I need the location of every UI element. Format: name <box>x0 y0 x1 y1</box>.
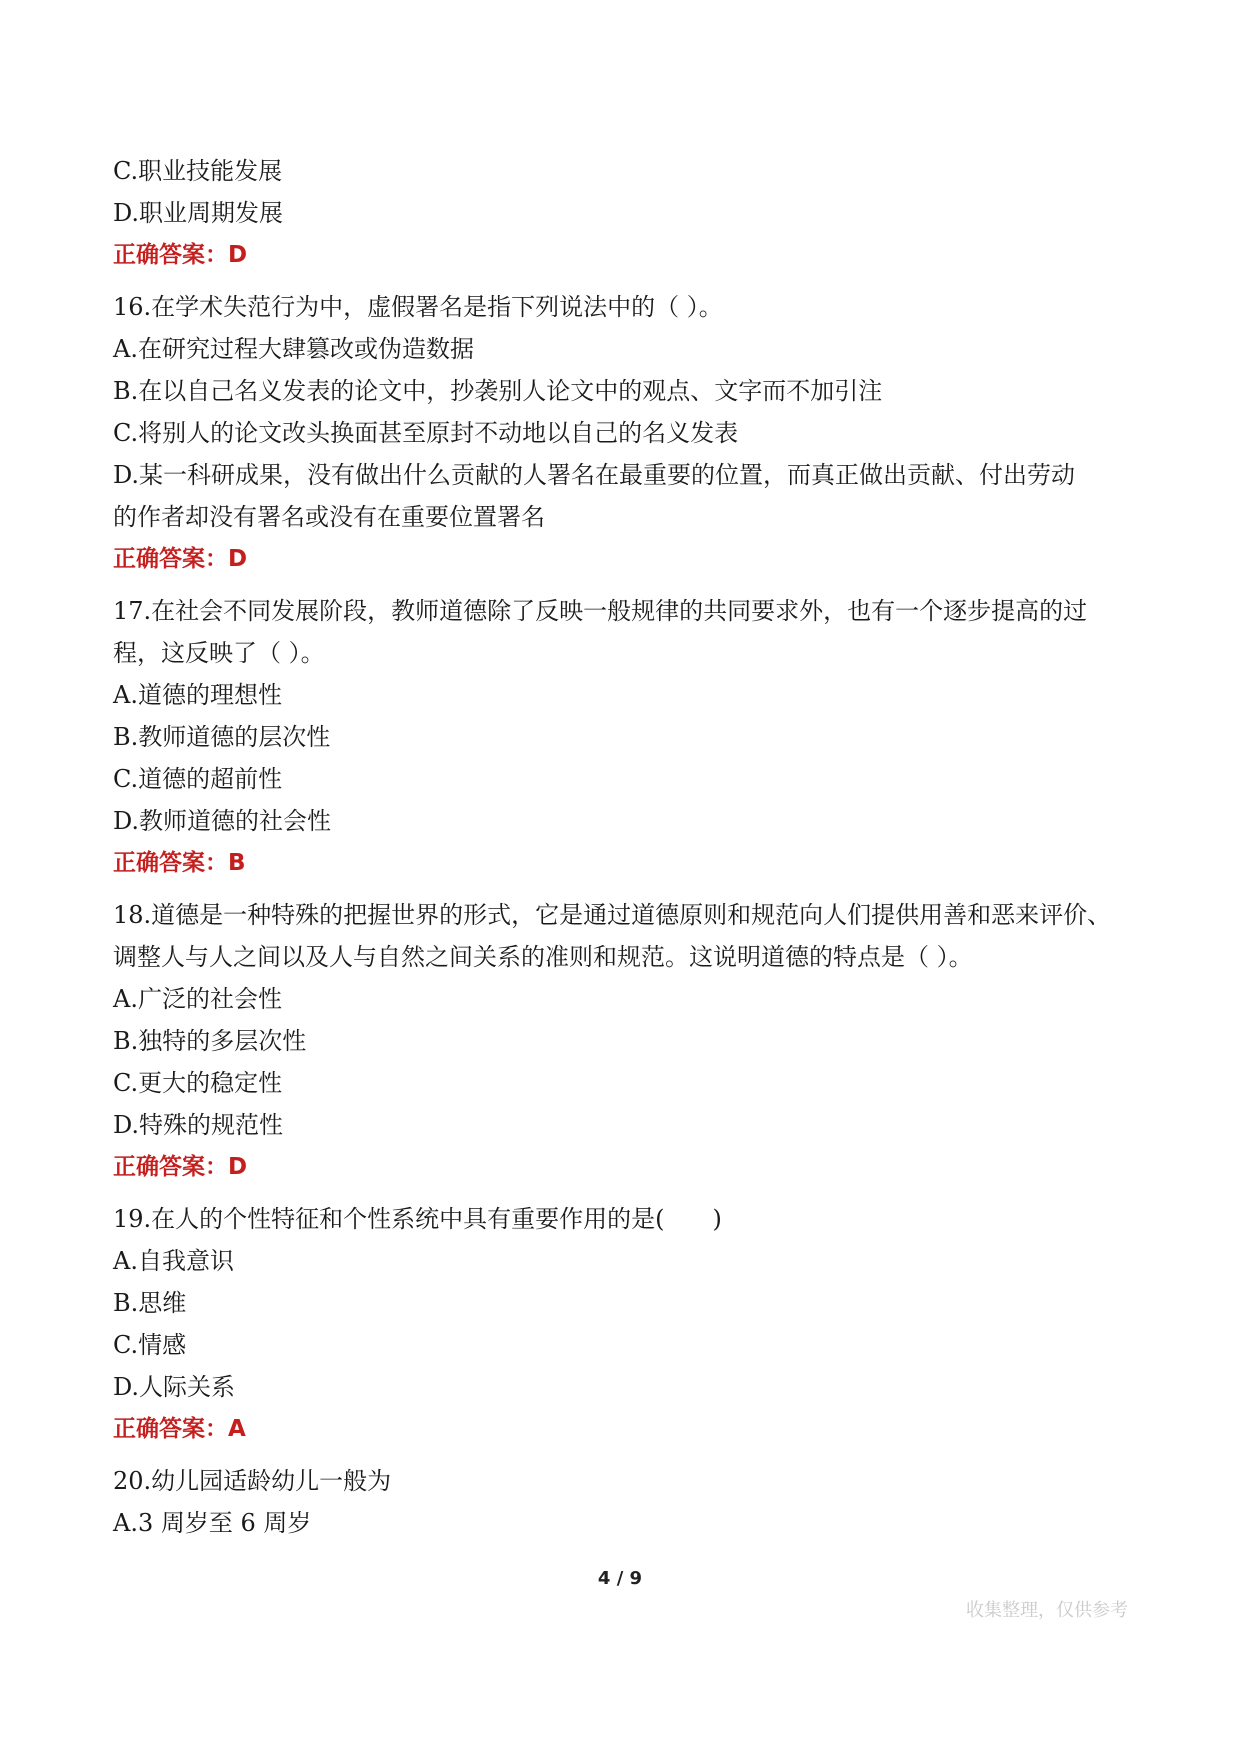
question-text: 17.在社会不同发展阶段，教师道德除了反映一般规律的共同要求外，也有一个逐步提高的过 <box>113 597 1088 625</box>
option-text: B.在以自己名义发表的论文中，抄袭别人论文中的观点、文字而不加引注 <box>113 377 883 405</box>
option-text: D.教师道德的社会性 <box>113 807 332 835</box>
option-text: D.某一科研成果，没有做出什么贡献的人署名在最重要的位置，而真正做出贡献、付出劳动 <box>113 461 1076 489</box>
question-gap <box>113 580 1128 590</box>
option-text: B.思维 <box>113 1289 187 1317</box>
footer-note: 收集整理，仅供参考 <box>966 1600 1128 1621</box>
option-text: 的作者却没有署名或没有在重要位置署名 <box>113 503 545 531</box>
question-text: 20.幼儿园适龄幼儿一般为 <box>113 1467 392 1495</box>
question-gap <box>113 884 1128 894</box>
option-text: C.更大的稳定性 <box>113 1069 283 1097</box>
option-text: A.3 周岁至 6 周岁 <box>113 1509 312 1537</box>
option-text: 程，这反映了（ ）。 <box>113 639 325 667</box>
option-text: B.独特的多层次性 <box>113 1027 307 1055</box>
option-text: A.广泛的社会性 <box>113 985 282 1013</box>
option-text: C.道德的超前性 <box>113 765 283 793</box>
option-text: A.自我意识 <box>113 1247 234 1275</box>
option-text: 调整人与人之间以及人与自然之间关系的准则和规范。这说明道德的特点是（ ）。 <box>113 943 973 971</box>
answer-line: 正确答案：A <box>113 1416 246 1442</box>
option-text: B.教师道德的层次性 <box>113 723 331 751</box>
answer-line: 正确答案：D <box>113 242 248 268</box>
answer-line: 正确答案：D <box>113 1154 248 1180</box>
document-body <box>113 150 1128 1544</box>
question-gap <box>113 1450 1128 1460</box>
question-gap <box>113 276 1128 286</box>
option-text: D.特殊的规范性 <box>113 1111 284 1139</box>
option-text: D.职业周期发展 <box>113 199 284 227</box>
option-text: C.将别人的论文改头换面甚至原封不动地以自己的名义发表 <box>113 419 739 447</box>
question-text: 18.道德是一种特殊的把握世界的形式，它是通过道德原则和规范向人们提供用善和恶来评价、 <box>113 901 1112 929</box>
answer-line: 正确答案：B <box>113 850 246 876</box>
option-text: C.职业技能发展 <box>113 157 283 185</box>
option-text: D.人际关系 <box>113 1373 236 1401</box>
question-text: 16.在学术失范行为中，虚假署名是指下列说法中的（ ）。 <box>113 293 723 321</box>
option-text: A.在研究过程大肆篡改或伪造数据 <box>113 335 474 363</box>
option-text: A.道德的理想性 <box>113 681 282 709</box>
question-gap <box>113 1188 1128 1198</box>
question-text: 19.在人的个性特征和个性系统中具有重要作用的是( ) <box>113 1205 722 1233</box>
answer-line: 正确答案：D <box>113 546 248 572</box>
option-text: C.情感 <box>113 1331 187 1359</box>
page-number: 4 / 9 <box>597 1568 643 1589</box>
